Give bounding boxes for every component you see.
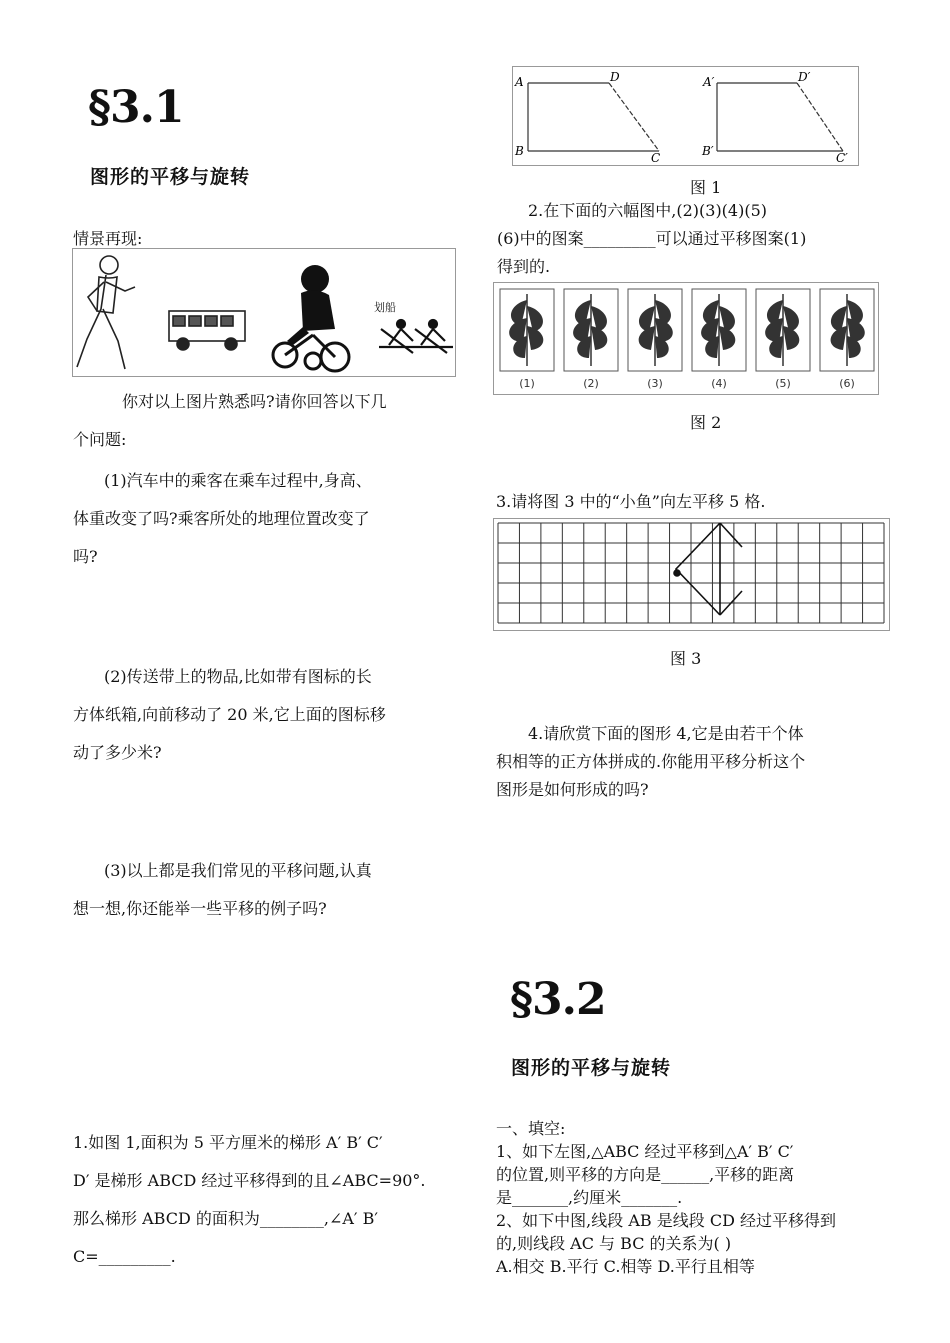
fill-2-line-2: 的,则线段 AC 与 BC 的关系为( ) (496, 1234, 732, 1253)
intro-line-2: 个问题: (73, 430, 127, 449)
exercise-4-line-3: 图形是如何形成的吗? (496, 780, 649, 799)
intro-line-1: 你对以上图片熟悉吗?请你回答以下几 (122, 392, 387, 411)
question-2-line-2: 方体纸箱,向前移动了 20 米,它上面的图标移 (73, 705, 386, 724)
question-1-line-1: (1)汽车中的乘客在乘车过程中,身高、 (104, 471, 372, 490)
leaf-label-4: (4) (711, 377, 727, 390)
fish-figure (674, 523, 742, 615)
exercise-3: 3.请将图 3 中的“小鱼”向左平移 5 格. (496, 492, 766, 511)
section-title-3-2: §3.2 (510, 974, 606, 1025)
scene-label: 情景再现: (73, 229, 143, 248)
label-d: D (610, 70, 620, 84)
leaf-label-3: (3) (647, 377, 663, 390)
exercise-1-line-4: C=_________. (73, 1247, 176, 1266)
fill-1-line-1: 1、如下左图,△ABC 经过平移到△A′ B′ C′ (496, 1142, 794, 1161)
question-3-line-1: (3)以上都是我们常见的平移问题,认真 (104, 861, 372, 880)
figure-2-leaf-patterns (493, 282, 879, 395)
exercise-1-line-3: 那么梯形 ABCD 的面积为________,∠A′ B′ (73, 1209, 379, 1228)
question-2-line-3: 动了多少米? (73, 743, 162, 762)
label-b: B (515, 144, 524, 158)
label-a-prime: A′ (703, 75, 715, 89)
figure-1-caption: 图 1 (690, 178, 722, 197)
scene-image-strip (72, 248, 456, 377)
exercise-2-line-2: (6)中的图案_________可以通过平移图案(1) (497, 229, 807, 248)
fill-1-line-2: 的位置,则平移的方向是______,平移的距离 (496, 1165, 795, 1184)
trapezoid-a2b2c2d2 (717, 83, 843, 151)
leaf-label-2: (2) (583, 377, 599, 390)
label-b-prime: B′ (702, 144, 714, 158)
fill-1-line-3: 是_______,约厘米_______. (496, 1188, 683, 1207)
leaf-label-1: (1) (519, 377, 535, 390)
question-1-line-3: 吗? (73, 547, 98, 566)
subtitle-3-2: 图形的平移与旋转 (511, 1057, 672, 1079)
exercise-2-line-3: 得到的. (497, 257, 551, 276)
fill-section-header: 一、填空: (496, 1119, 566, 1138)
fill-2-options: A.相交 B.平行 C.相等 D.平行且相等 (496, 1257, 755, 1276)
figure-3-caption: 图 3 (670, 649, 702, 668)
figure-2-caption: 图 2 (690, 413, 722, 432)
tricycle-child-figure (273, 265, 349, 371)
question-2-line-1: (2)传送带上的物品,比如带有图标的长 (104, 667, 372, 686)
section-title-3-1: §3.1 (88, 82, 184, 133)
exercise-1-line-1: 1.如图 1,面积为 5 平方厘米的梯形 A′ B′ C′ (73, 1133, 383, 1152)
exercise-2-line-1: 2.在下面的六幅图中,(2)(3)(4)(5) (528, 201, 768, 220)
figure-3-fish-grid (493, 518, 890, 631)
trapezoid-abcd (528, 83, 659, 151)
exercise-4-line-1: 4.请欣赏下面的图形 4,它是由若干个体 (528, 724, 804, 743)
leaf-label-5: (5) (775, 377, 791, 390)
figure-1-trapezoids (512, 66, 859, 166)
bus-figure (169, 311, 245, 350)
fill-2-line-1: 2、如下中图,线段 AB 是线段 CD 经过平移得到 (496, 1211, 836, 1230)
subtitle-3-1: 图形的平移与旋转 (90, 166, 251, 188)
label-a: A (515, 75, 524, 89)
question-3-line-2: 想一想,你还能举一些平移的例子吗? (73, 899, 327, 918)
exercise-4-line-2: 积相等的正方体拼成的.你能用平移分析这个 (496, 752, 806, 771)
label-d-prime: D′ (798, 70, 811, 84)
scene-illustration (73, 249, 455, 376)
leaf-label-6: (6) (839, 377, 855, 390)
runner-figure (77, 256, 135, 369)
exercise-1-line-2: D′ 是梯形 ABCD 经过平移得到的且∠ABC=90°. (73, 1171, 426, 1190)
boat-label: 划船 (374, 301, 396, 314)
label-c-prime: C′ (836, 151, 848, 165)
rowing-figure (379, 320, 453, 353)
label-c: C (651, 151, 661, 165)
question-1-line-2: 体重改变了吗?乘客所处的地理位置改变了 (73, 509, 370, 528)
